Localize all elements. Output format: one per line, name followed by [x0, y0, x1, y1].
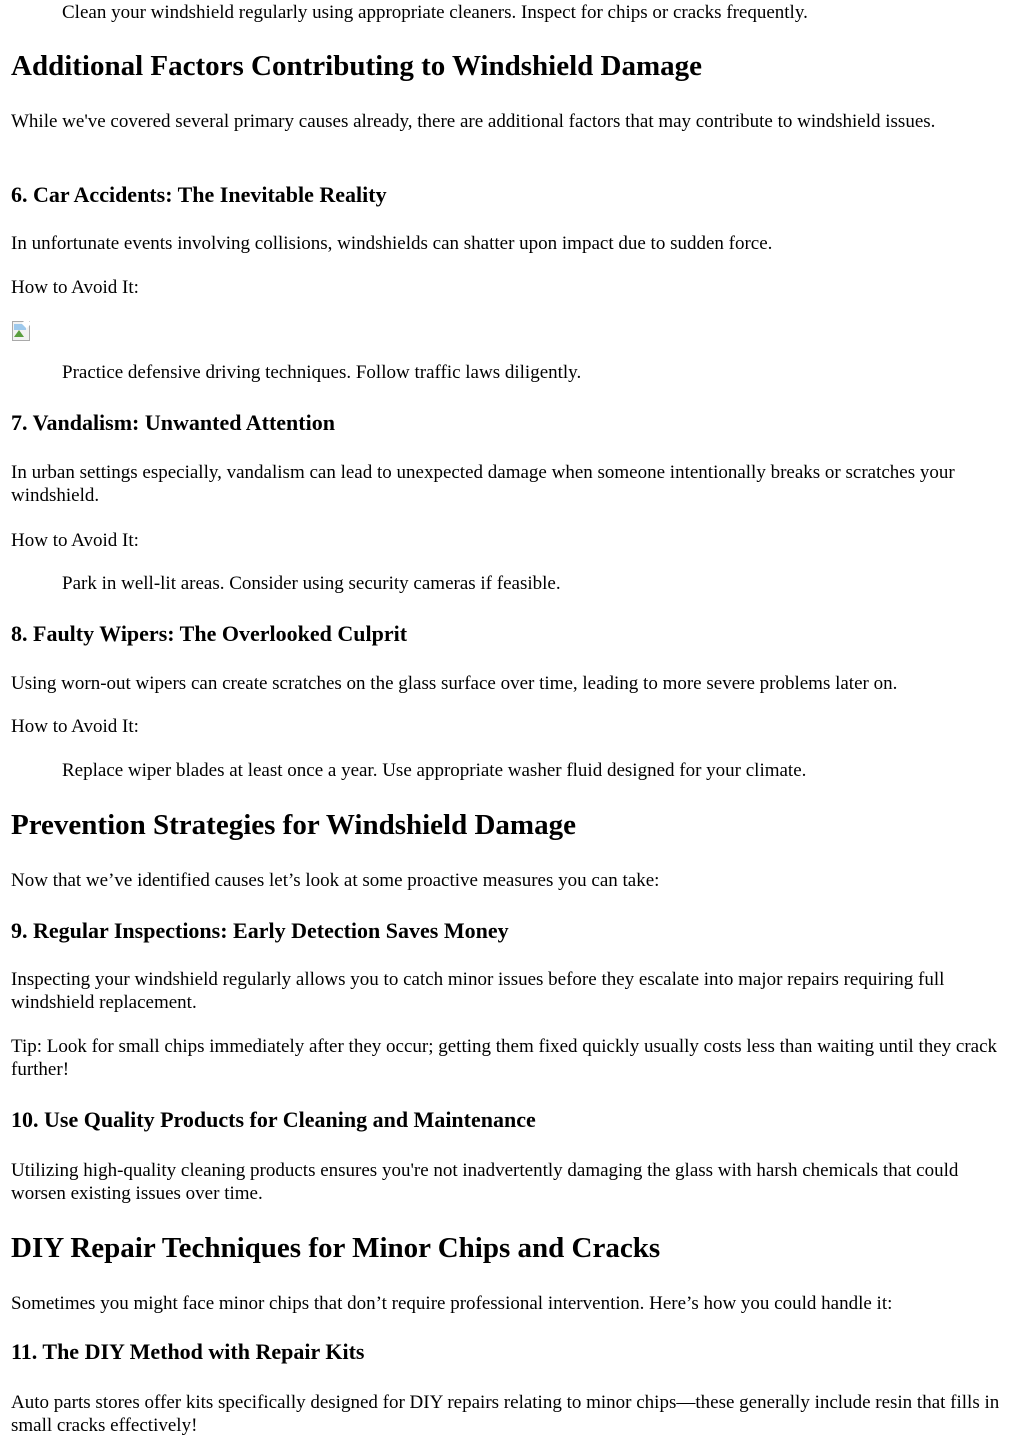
avoid-tip-faulty-wipers: Replace wiper blades at least once a year. Use appropriate washer fluid designed for your climate. [62, 760, 807, 781]
avoid-label-faulty-wipers: How to Avoid It: [11, 716, 139, 737]
section-intro-prevention: Now that we’ve identified causes let’s look at some proactive measures you can take: [11, 870, 660, 891]
item-body-diy-method: Auto parts stores offer kits specifically designed for DIY repairs relating to minor chips—these generally include resin that fills in small cracks effectively! [11, 1392, 1000, 1436]
section-heading-prevention: Prevention Strategies for Windshield Damage [11, 809, 576, 841]
item-heading-faulty-wipers: 8. Faulty Wipers: The Overlooked Culprit [11, 621, 408, 646]
avoid-label-vandalism: How to Avoid It: [11, 530, 139, 551]
item-body-faulty-wipers: Using worn-out wipers can create scratches on the glass surface over time, leading to more severe problems later on. [11, 673, 898, 694]
avoid-tip-car-accidents: Practice defensive driving techniques. Follow traffic laws diligently. [62, 362, 582, 383]
item-body-quality-products: Utilizing high-quality cleaning products ensures you're not inadvertently damaging the glass with harsh chemicals that could worsen existing issues over time. [11, 1160, 959, 1204]
intro-tip: Clean your windshield regularly using appropriate cleaners. Inspect for chips or cracks frequently. [62, 2, 808, 23]
section-intro-diy-repair: Sometimes you might face minor chips that don’t require professional intervention. Here’s how you could handle it: [11, 1293, 893, 1314]
broken-image-icon [11, 320, 32, 341]
item-body-car-accidents: In unfortunate events involving collisions, windshields can shatter upon impact due to sudden force. [11, 233, 773, 254]
item-body-vandalism: In urban settings especially, vandalism can lead to unexpected damage when someone intentionally breaks or scratches your windshield. [11, 462, 955, 506]
item-heading-regular-inspections: 9. Regular Inspections: Early Detection Saves Money [11, 918, 509, 943]
item-heading-vandalism: 7. Vandalism: Unwanted Attention [11, 410, 335, 435]
avoid-label-car-accidents: How to Avoid It: [11, 277, 139, 298]
item-heading-diy-method: 11. The DIY Method with Repair Kits [11, 1339, 365, 1364]
item-heading-quality-products: 10. Use Quality Products for Cleaning and Maintenance [11, 1107, 536, 1132]
avoid-tip-vandalism: Park in well-lit areas. Consider using security cameras if feasible. [62, 573, 561, 594]
section-heading-diy-repair: DIY Repair Techniques for Minor Chips and Cracks [11, 1232, 661, 1264]
item-tip-regular-inspections: Tip: Look for small chips immediately after they occur; getting them fixed quickly usually costs less than waiting until they crack further! [11, 1036, 998, 1080]
section-heading-additional-factors: Additional Factors Contributing to Windshield Damage [11, 50, 702, 82]
item-heading-car-accidents: 6. Car Accidents: The Inevitable Reality [11, 182, 387, 207]
item-body-regular-inspections: Inspecting your windshield regularly allows you to catch minor issues before they escalate into major repairs requiring full windshield replacement. [11, 969, 945, 1013]
section-intro-additional-factors: While we've covered several primary causes already, there are additional factors that may contribute to windshield issues. [11, 111, 936, 132]
